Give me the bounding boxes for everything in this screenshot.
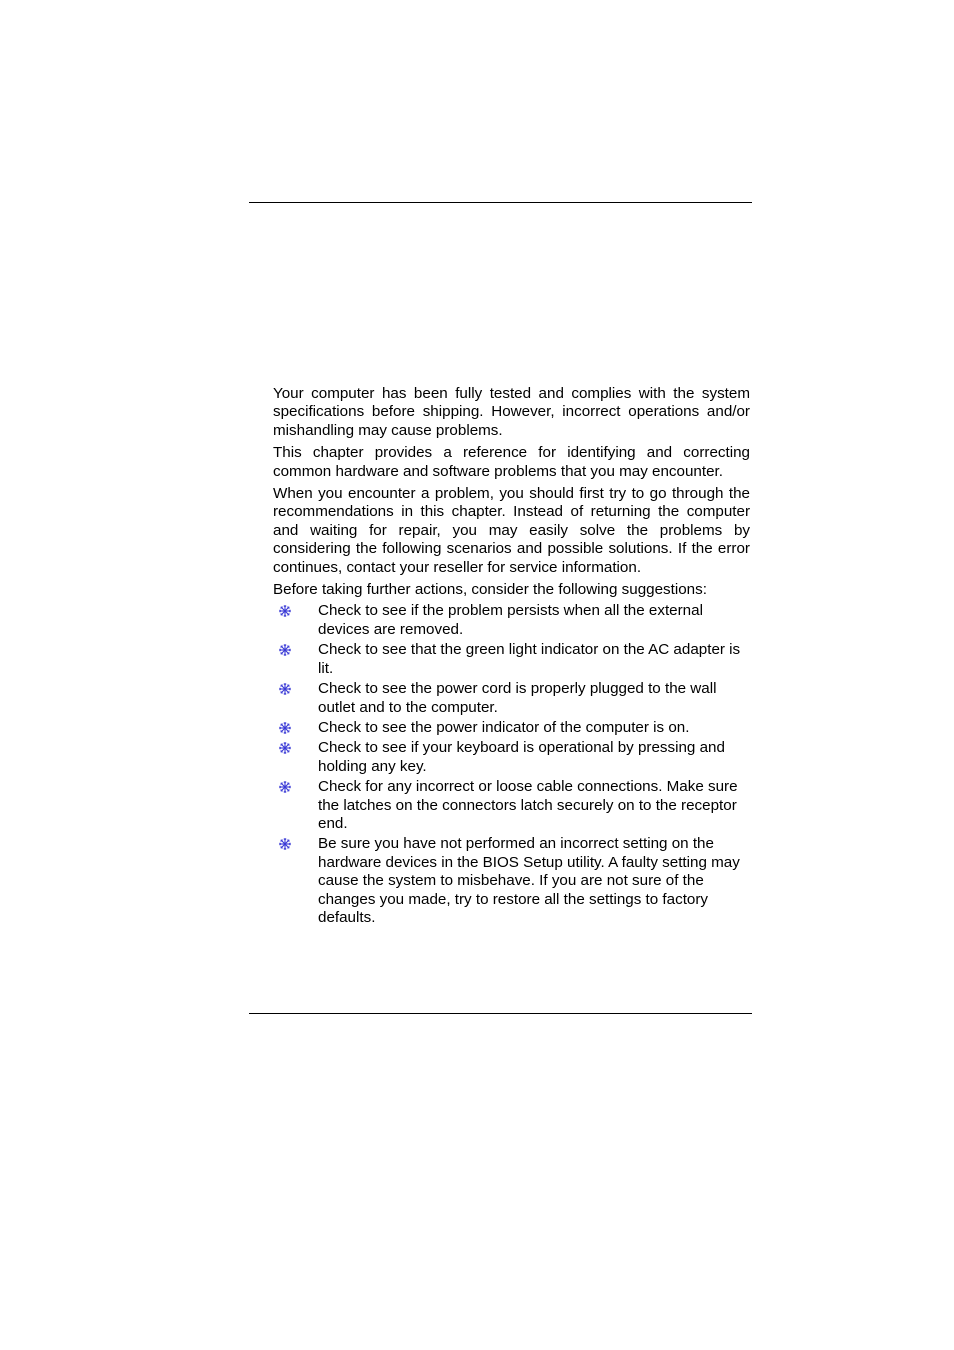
list-item: [273, 719, 750, 737]
snowflake-bullet-icon: [278, 643, 292, 657]
snowflake-bullet-icon: [278, 721, 292, 735]
suggestions-list: [273, 602, 750, 927]
snowflake-bullet-icon: [278, 741, 292, 755]
list-item-text: Be sure you have not performed an incorrect setting on the hardware devices in the BIOS Setup utility. A faulty setting may cause the system to misbehave. If you are not sure of the changes you made, try to restore all the settings to factory defaults.: [318, 835, 740, 926]
suggestions-lead-paragraph: Before taking further actions, consider the following suggestions:: [273, 581, 707, 599]
chapter-purpose-paragraph: This chapter provides a reference for identifying and correcting common hardware and software problems that you may encounter.: [273, 444, 750, 480]
list-item-text: Check to see the power cord is properly plugged to the wall outlet and to the computer.: [318, 680, 717, 716]
list-item-text: Check to see if your keyboard is operational by pressing and holding any key.: [318, 739, 725, 775]
list-item: [273, 739, 750, 776]
snowflake-bullet-icon: [278, 837, 292, 851]
footer-rule: [249, 1013, 752, 1014]
list-item: [273, 835, 750, 927]
chapter-body: [273, 385, 750, 929]
snowflake-bullet-icon: [278, 604, 292, 618]
header-rule: [249, 202, 752, 203]
list-item: [273, 602, 750, 639]
list-item: [273, 641, 750, 678]
intro-paragraph: Your computer has been fully tested and complies with the system specifications before shipping. However, incorrect operations and/or mishandling may cause problems.: [273, 385, 750, 439]
list-item-text: Check to see the power indicator of the computer is on.: [318, 718, 690, 736]
snowflake-bullet-icon: [278, 682, 292, 696]
list-item-text: Check for any incorrect or loose cable connections. Make sure the latches on the connectors latch securely on to the receptor end.: [318, 778, 738, 832]
list-item: [273, 778, 750, 833]
list-item: [273, 680, 750, 717]
list-item-text: Check to see if the problem persists when all the external devices are removed.: [318, 602, 703, 638]
troubleshooting-approach-paragraph: When you encounter a problem, you should first try to go through the recommendations in this chapter. Instead of returning the computer and waiting for repair, you may easily solve the problems by considering the following scenarios and possible solutions. If the error continues, contact your reseller for service information.: [273, 485, 750, 576]
snowflake-bullet-icon: [278, 780, 292, 794]
list-item-text: Check to see that the green light indicator on the AC adapter is lit.: [318, 641, 741, 677]
